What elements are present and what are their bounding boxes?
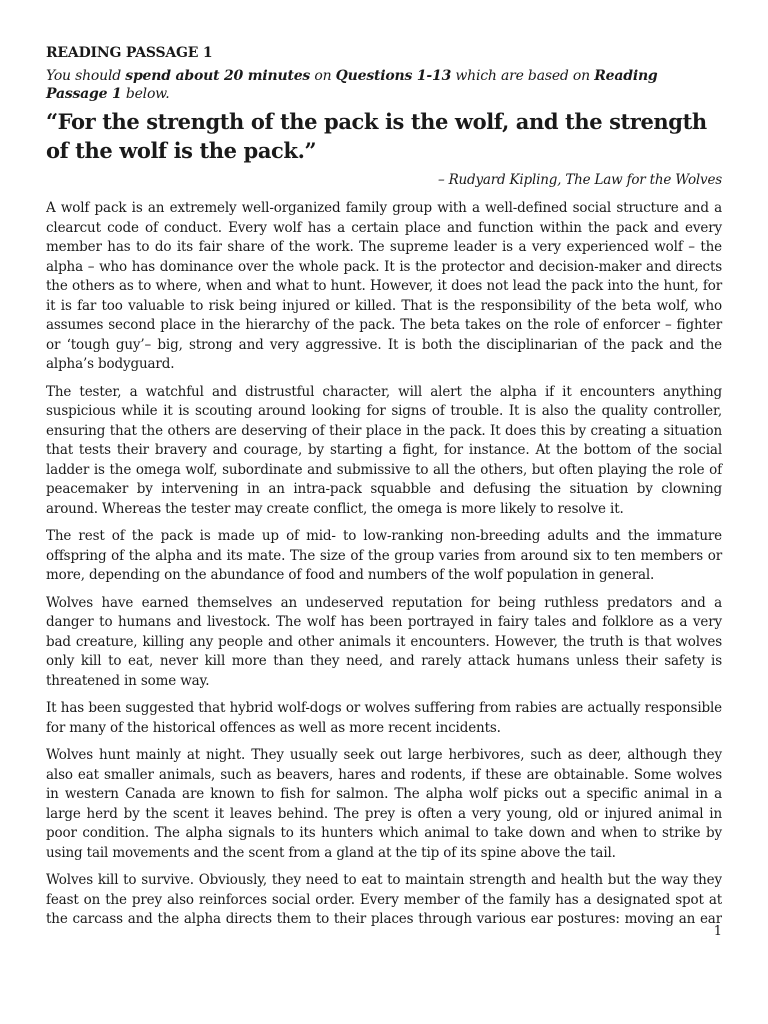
paragraph-1: A wolf pack is an extremely well-organized family group with a well-defined social structure and a clearcut code of conduct. Every wolf has a certain place and function within the pack and every member has to do its fair share of the work. The supreme leader is a very experienced wolf – the alpha – who has dominance over the whole pack. It is the protector and decision-maker and directs the others as to where, when and what to hunt. However, it does not lead the pack into the hunt, for it is far too valuable to risk being injured or killed. That is the responsibility of the beta wolf, who assumes second place in the hierarchy of the pack. The beta takes on the role of enforcer – fighter or ‘tough guy’– big, strong and very aggressive. It is both the disciplinarian of the pack and the alpha’s bodyguard. <box>46 200 722 372</box>
instructions-text-2: on <box>310 68 336 84</box>
instructions-text-3: which are based on <box>451 68 595 84</box>
instructions <box>46 67 722 103</box>
epigraph-attribution: – Rudyard Kipling, The Law for the Wolves <box>437 172 722 188</box>
paragraph-4: Wolves have earned themselves an undeserved reputation for being ruthless predators and a danger to humans and livestock. The wolf has been portrayed in fairy tales and folklore as a very bad creature, killing any people and other animals it encounters. However, the truth is that wolves only kill to eat, never kill more than they need, and rarely attack humans unless their safety is threatened in some way. <box>46 594 722 689</box>
page-number: 1 <box>713 924 722 939</box>
paragraph-2: The tester, a watchful and distrustful character, will alert the alpha if it encounters anything suspicious while it is scouting around looking for signs of trouble. It is also the quality controller, ensuring that the others are deserving of their place in the pack. It does this by creating a situation that tests their bravery and courage, by starting a fight, for instance. At the bottom of the social ladder is the omega wolf, subordinate and submissive to all the others, but often playing the role of peacemaker by intervening in an intra-pack squabble and defusing the situation by clowning around. Whereas the tester may create conflict, the omega is more likely to resolve it. <box>46 383 722 517</box>
instructions-text-4: below. <box>121 86 170 102</box>
paragraph-6: Wolves hunt mainly at night. They usually seek out large herbivores, such as deer, although they also eat smaller animals, such as beavers, hares and rodents, if these are obtainable. Some wolves in western Canada are known to fish for salmon. The alpha wolf picks out a specific animal in a large herd by the scent it leaves behind. The prey is often a very young, old or injured animal in poor condition. The alpha signals to its hunters which animal to take down and when to strike by using tail movements and the scent from a gland at the tip of its spine above the tail. <box>46 747 722 861</box>
paragraph-7: Wolves kill to survive. Obviously, they need to eat to maintain strength and health but the way they feast on the prey also reinforces social order. Every member of the family has a designated spot at the carcass and the alpha directs them to their places through various ear postures: moving an ear <box>46 872 722 927</box>
instructions-questions: Questions 1-13 <box>335 68 452 84</box>
paragraph-3: The rest of the pack is made up of mid- to low-ranking non-breeding adults and the immature offspring of the alpha and its mate. The size of the group varies from around six to ten members or more, depending on the abundance of food and numbers of the wolf population in general. <box>46 528 722 583</box>
instructions-time: spend about 20 minutes <box>125 68 311 84</box>
paragraph-5: It has been suggested that hybrid wolf-dogs or wolves suffering from rabies are actually responsible for many of the historical offences as well as more recent incidents. <box>46 700 722 736</box>
epigraph-quote: “For the strength of the pack is the wolf, and the strength of the wolf is the pack.” <box>46 109 707 163</box>
instructions-text-1: You should <box>46 68 126 84</box>
instructions-passage: Reading Passage 1 <box>46 68 658 102</box>
section-title: READING PASSAGE 1 <box>46 45 213 61</box>
